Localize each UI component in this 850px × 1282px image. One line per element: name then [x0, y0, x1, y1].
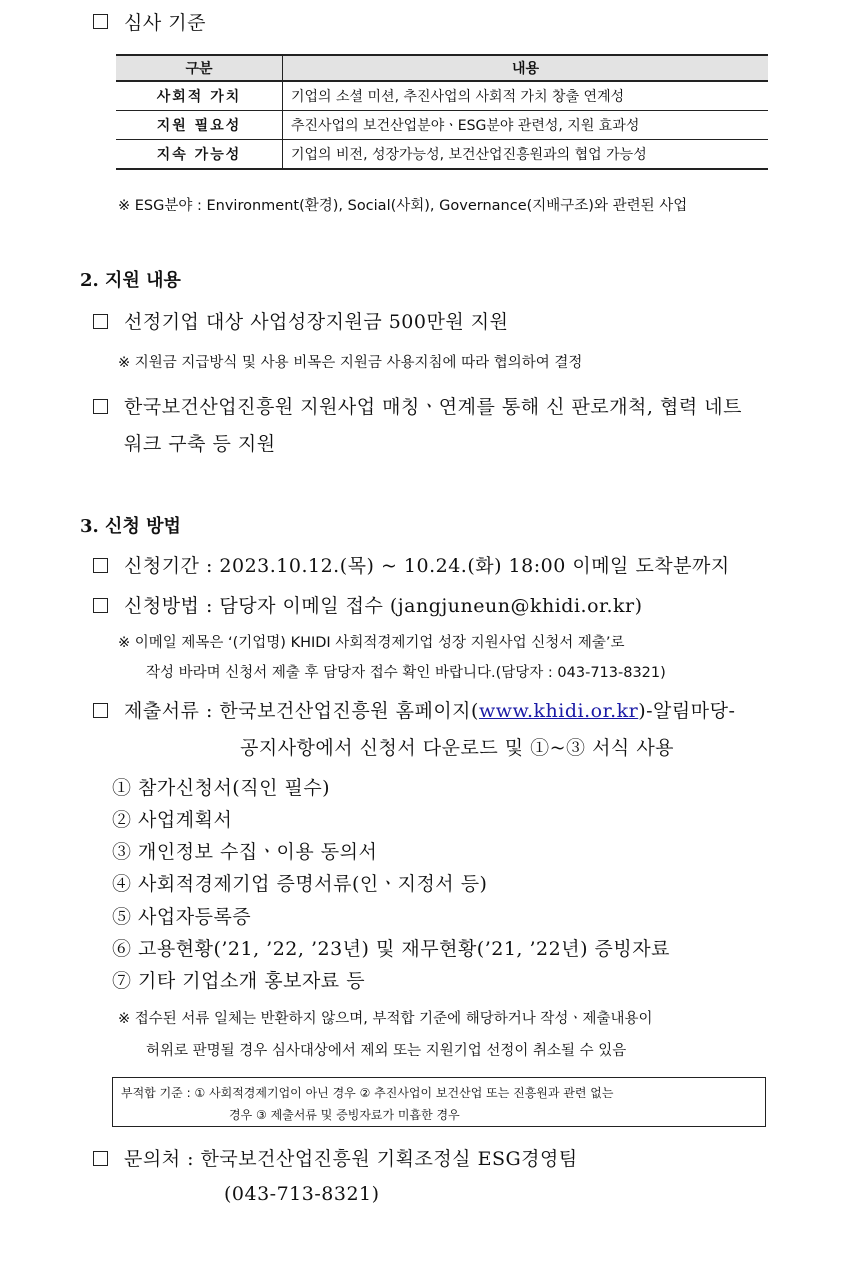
list-item: ① 참가신청서(직인 필수)	[112, 777, 331, 799]
list-item: ② 사업계획서	[112, 809, 233, 831]
checkbox-bullet-icon	[93, 558, 108, 573]
documents-suffix: )-알림마당-	[638, 700, 736, 722]
table-header: 내용	[283, 55, 769, 81]
checkbox-bullet-icon	[93, 598, 108, 613]
email-note-line2: 작성 바라며 신청서 제출 후 담당자 접수 확인 바랍니다.(담당자 : 043-713-8321)	[146, 665, 666, 681]
section3-heading: 3. 신청 방법	[80, 516, 181, 537]
table-header-row	[116, 55, 768, 81]
support-note: ※ 지원금 지급방식 및 사용 비목은 지원금 사용지침에 따라 협의하여 결정	[118, 355, 583, 371]
criteria-title: 심사 기준	[124, 12, 206, 34]
homepage-link[interactable]: www.khidi.or.kr	[478, 700, 639, 722]
criteria-table	[116, 54, 768, 170]
list-item: ⑤ 사업자등록증	[112, 906, 252, 928]
list-item: ③ 개인정보 수집ㆍ이용 동의서	[112, 841, 378, 863]
documents-line2: 공지사항에서 신청서 다운로드 및 ①~③ 서식 사용	[240, 737, 675, 759]
section2-heading: 2. 지원 내용	[80, 270, 181, 291]
disqualification-criteria-box	[112, 1077, 766, 1127]
table-row	[116, 140, 768, 170]
contact-phone: (043-713-8321)	[224, 1183, 380, 1205]
disqualification-line1: 부적합 기준 : ① 사회적경제기업이 아닌 경우 ② 추진사업이 보건산업 또는 진흥원과 관련 없는	[121, 1086, 614, 1100]
checkbox-bullet-icon	[93, 14, 108, 29]
documents-prefix: 제출서류 : 한국보건산업진흥원 홈페이지(	[124, 700, 479, 722]
checkbox-bullet-icon	[93, 703, 108, 718]
documents-line1	[124, 696, 735, 723]
checkbox-bullet-icon	[93, 314, 108, 329]
return-note-line1: ※ 접수된 서류 일체는 반환하지 않으며, 부적합 기준에 해당하거나 작성ㆍ제출내용이	[118, 1011, 653, 1027]
table-row	[116, 111, 768, 140]
support-item-1: 선정기업 대상 사업성장지원금 500만원 지원	[124, 311, 509, 333]
table-row	[116, 81, 768, 111]
table-cell-label: 사회적 가치	[116, 81, 283, 111]
checkbox-bullet-icon	[93, 399, 108, 414]
table-cell-content: 추진사업의 보건산업분야ㆍESG분야 관련성, 지원 효과성	[283, 111, 769, 140]
list-item: ⑥ 고용현황(’21, ’22, ’23년) 및 재무현황(’21, ’22년) 증빙자료	[112, 938, 670, 960]
checkbox-bullet-icon	[93, 1151, 108, 1166]
table-cell-content: 기업의 소셜 미션, 추진사업의 사회적 가치 창출 연계성	[283, 81, 769, 111]
list-item: ④ 사회적경제기업 증명서류(인ㆍ지정서 등)	[112, 873, 488, 895]
list-item: ⑦ 기타 기업소개 홍보자료 등	[112, 970, 366, 992]
disqualification-line2: 경우 ③ 제출서류 및 증빙자료가 미흡한 경우	[229, 1108, 460, 1122]
table-cell-content: 기업의 비전, 성장가능성, 보건산업진흥원과의 협업 가능성	[283, 140, 769, 170]
application-period: 신청기간 : 2023.10.12.(목) ~ 10.24.(화) 18:00 이메일 도착분까지	[124, 555, 730, 577]
email-note-line1: ※ 이메일 제목은 ‘(기업명) KHIDI 사회적경제기업 성장 지원사업 신청서 제출’로	[118, 635, 625, 651]
application-method: 신청방법 : 담당자 이메일 접수 (jangjuneun@khidi.or.kr)	[124, 595, 643, 617]
support-item-2-line2: 워크 구축 등 지원	[124, 433, 276, 455]
contact-info: 문의처 : 한국보건산업진흥원 기획조정실 ESG경영팀	[124, 1148, 578, 1170]
esg-note: ※ ESG분야 : Environment(환경), Social(사회), Governance(지배구조)와 관련된 사업	[118, 198, 688, 214]
return-note-line2: 허위로 판명될 경우 심사대상에서 제외 또는 지원기업 선정이 취소될 수 있음	[146, 1043, 627, 1059]
table-cell-label: 지원 필요성	[116, 111, 283, 140]
table-cell-label: 지속 가능성	[116, 140, 283, 170]
table-header: 구분	[116, 55, 283, 81]
support-item-2-line1: 한국보건산업진흥원 지원사업 매칭ㆍ연계를 통해 신 판로개척, 협력 네트	[124, 396, 742, 418]
